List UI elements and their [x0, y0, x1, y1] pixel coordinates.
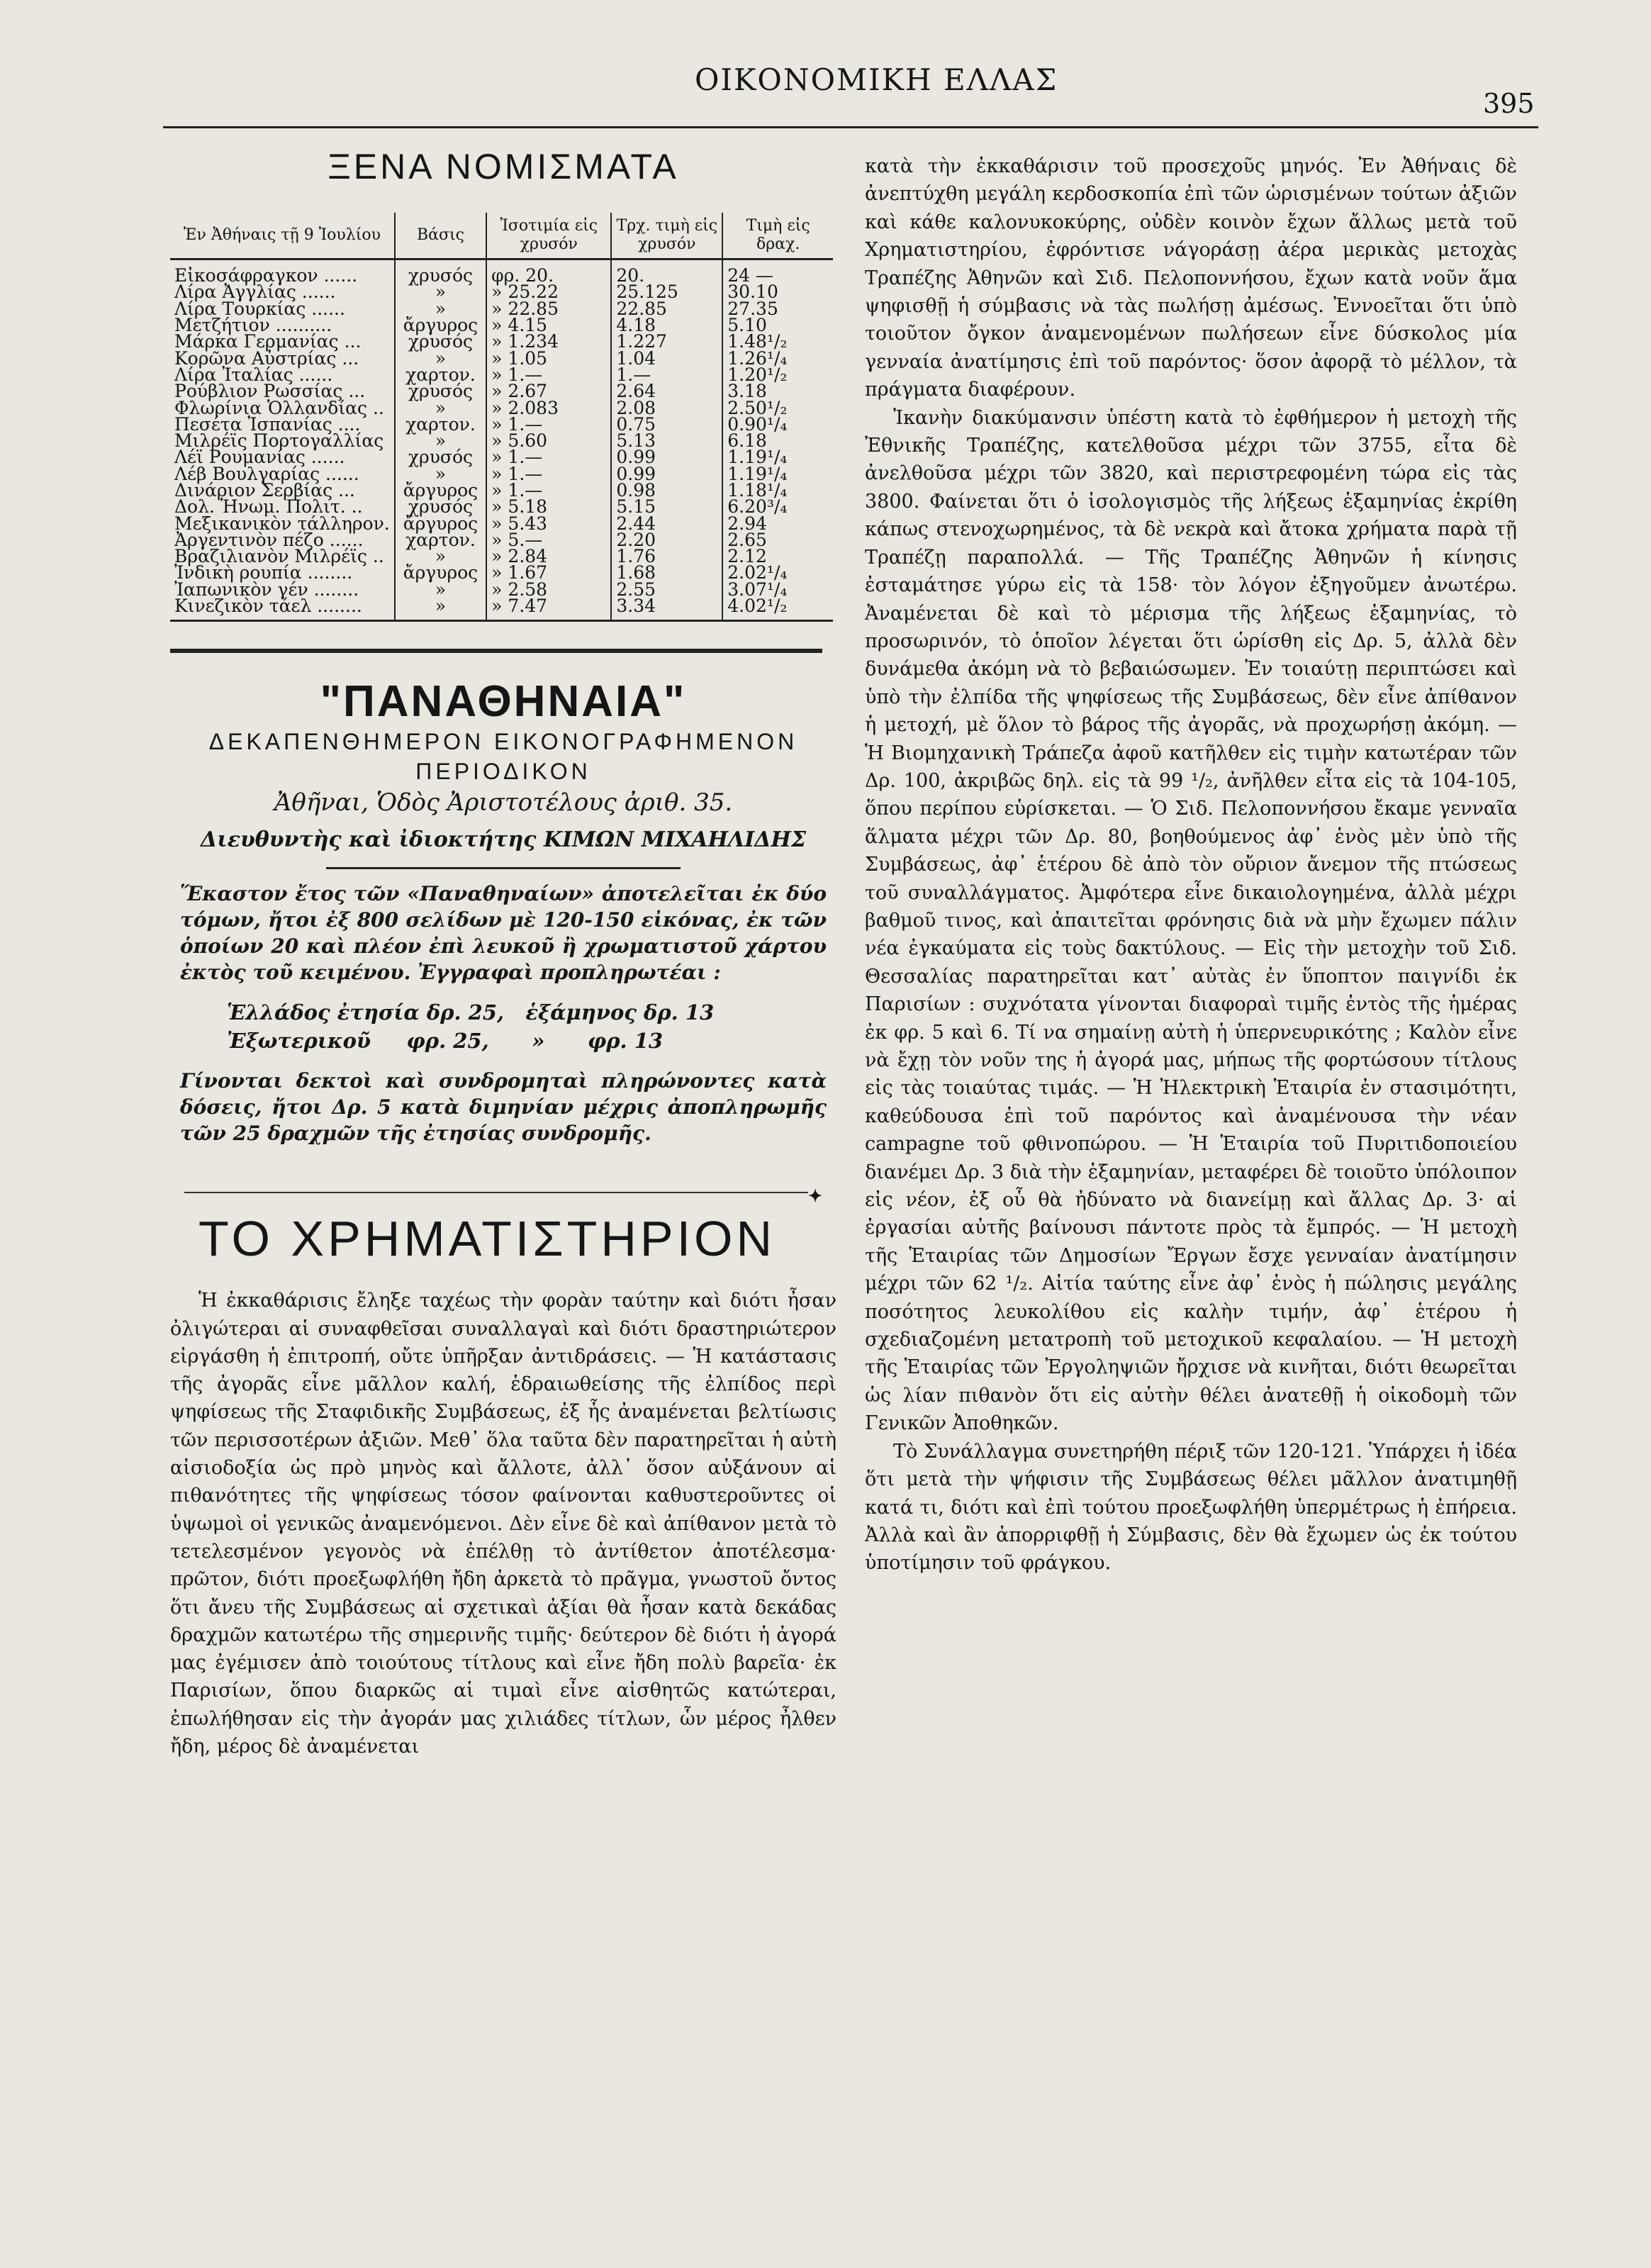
table-cell: » — [395, 432, 486, 449]
currency-table-body — [170, 259, 833, 621]
table-cell: 6.20³/₄ — [722, 498, 833, 515]
table-cell: χρυσός — [395, 333, 486, 350]
table-cell: 2.64 — [611, 383, 722, 399]
column-header: Τιμὴ εἰς δραχ. — [722, 213, 833, 259]
panathinaia-subtitle: ΔΕΚΑΠΕΝΘΗΜΕΡΟΝ ΕΙΚΟΝΟΓΡΑΦΗΜΕΝΟΝ ΠΕΡΙΟΔΙΚΟΝ — [208, 729, 798, 785]
table-cell: 1.04 — [611, 350, 722, 366]
table-cell: Μεξικανικὸν τάλληρον. — [174, 513, 390, 534]
right-column — [865, 152, 1517, 1577]
currencies-title: ΞΕΝΑ ΝΟΜΙΣΜΑΤΑ — [328, 147, 679, 186]
table-row — [170, 598, 833, 621]
table-cell: » 22.85 — [486, 301, 611, 317]
table-cell: 3.34 — [611, 598, 722, 621]
table-cell: 0.98 — [611, 482, 722, 498]
table-row — [170, 498, 833, 515]
table-cell: » 1.67 — [486, 564, 611, 581]
section-divider — [170, 1185, 836, 1207]
table-cell: ἄργυρος — [395, 317, 486, 333]
table-cell: χαρτον. — [395, 532, 486, 548]
column-header: Βάσις — [395, 213, 486, 259]
panathinaia-address: Ἀθῆναι, Ὁδὸς Ἀριστοτέλους ἀριθ. 35. — [274, 788, 733, 817]
table-row — [170, 259, 833, 284]
table-cell: χαρτον. — [395, 416, 486, 432]
section-rule — [170, 649, 822, 653]
running-title: ΟΙΚΟΝΟΜΙΚΗ ΕΛΛΑΣ — [695, 62, 1058, 97]
header-rule — [163, 126, 1538, 128]
column-header: Ἐν Ἀθήναις τῇ 9 Ἰουλίου — [170, 213, 395, 259]
table-cell: » — [395, 350, 486, 366]
table-cell: ἄργυρος — [395, 515, 486, 531]
table-cell: Πεσέτα Ἰσπανίας .... — [174, 413, 361, 435]
table-cell: » 2.083 — [486, 399, 611, 415]
divider-line — [184, 1192, 808, 1193]
table-cell: ἄργυρος — [395, 482, 486, 498]
table-cell: Ρούβλιον Ρωσσίας ... — [174, 381, 366, 402]
paragraph: Ἰκανὴν διακύμανσιν ὑπέστη κατὰ τὸ ἐφθήμερον ἡ μετοχὴ τῆς Ἐθνικῆς Τραπέζης, κατελθοῦσα μέχρι τῶν 3755, εἶτα δὲ ἀνελθοῦσα μέχρι τῶν 3820, καὶ περιστρεφομένη τώρα εἰς τὰς 3800. Φαίνεται ὅτι ὁ ἰσολογισμὸς τῆς λήξεως ἑξαμηνίας ἐκρίθη κάπως στενοχωρημένος, τὰ δὲ νεκρὰ καὶ ἄτοκα χρήματα παρὰ τῇ Τραπέζῃ παραπολλά. — Τῆς Τραπέζης Ἀθηνῶν ἡ κίνησις ἐσταμάτησε γύρω εἰς τὰ 158· τὸν λόγον ἐξηγοῦμεν ἀνωτέρω. Ἀναμένεται δὲ καὶ τὸ μέρισμα τῆς λήξεως ἑξαμηνίας, τὸ προσωρινόν, τὸ ὁποῖον λέγεται ὅτι ὡρίσθη εἰς Δρ. 5, ἀλλὰ δὲν δυνάμεθα ἀκόμη νὰ τὸ βεβαιώσωμεν. Ἐν τοιαύτῃ περιπτώσει καὶ ὑπὸ τὴν ἐλπίδα τῆς ψηφίσεως τῆς Συμβάσεως, δὲν εἶνε ἀπίθανον ἡ μετοχή, μὲ ὅλον τὸ βάρος τῆς ἀγορᾶς, νὰ προχωρήσῃ ἀκόμη. — Ἡ Βιομηχανικὴ Τράπεζα ἀφοῦ κατῆλθεν εἰς τιμὴν κατωτέραν τῶν Δρ. 100, ἀκριβῶς δηλ. εἰς τὰ 99 ¹/₂, ἀνῆλθεν εἶτα εἰς τὰ 104-105, ὅπου περίπου εὑρίσκεται. — Ὁ Σιδ. Πελοποννήσου ἔκαμε γενναῖα ἅλματα μέχρι τῶν Δρ. 80, βοηθούμενος ἀφ᾽ ἑνὸς μὲν ὑπὸ τῆς Συμβάσεως, ἀφ᾽ ἑτέρου δὲ ἀπὸ τὸν οὔριον ἄνεμον τῆς πτώσεως τοῦ συναλλάγματος. Ἀμφότερα εἶνε δικαιολογημένα, ἀλλὰ μέχρι βαθμοῦ τινος, καὶ ἀπαιτεῖται φρόνησις διὰ νὰ μὴν ἔχωμεν πάλιν νέα ἐγκαύματα εἰς τοὺς δακτύλους. — Εἰς τὴν μετοχὴν τοῦ Σιδ. Θεσσαλίας παρατηρεῖται κατ᾽ αὐτὰς ἐν ὕποπτον παιγνίδι ἐκ Παρισίων : συχνότατα γίνονται διαφοραὶ τιμῆς ἐντὸς τῆς ἡμέρας ἐκ φρ. 5 καὶ 6. Τί να σημαίνῃ αὐτὴ ἡ ὑπερνευρικότης ; Καλὸν εἶνε νὰ ἔχῃ τὸν νοῦν της ἡ ἀγορά μας, μήπως τῆς φορτώσουν τίτλους εἰς τὰς τοιαύτας τιμάς. — Ἡ Ἠλεκτρικὴ Ἑταιρία ἐν στασιμότητι, καθεύδουσα ἐπὶ τοῦ παρόντος καὶ ἀναμένουσα τὴν νέαν campagne τοῦ φθινοπώρου. — Ἡ Ἑταιρία τοῦ Πυριτιδοποιείου διανέμει Δρ. 3 διὰ τὴν ἑξαμηνίαν, μεταφέρει δὲ τοιοῦτο ὑπόλοιπον εἰς νέον, ἐξ οὗ θὰ ἠδύνατο νὰ διανείμῃ καὶ ἄλλας Δρ. 3· αἱ ἐργασίαι αὐτῆς βαίνουσι πάντοτε πρὸς τὰ ἔμπρός. — Ἡ μετοχὴ τῆς Ἑταιρίας τῶν Δημοσίων Ἔργων ἔσχε γενναίαν ἀνατίμησιν μέχρι τῶν 62 ¹/₂. Αἰτία ταύτης εἶνε ἀφ᾽ ἑνὸς ἡ πώλησις μεγάλης ποσότητος λευκολίθου εἰς καλὴν τιμήν, ἀφ᾽ ἑτέρου ἡ σχεδιαζομένη μετατροπὴ τοῦ μετοχικοῦ κεφαλαίου. — Ἡ μετοχὴ τῆς Ἑταιρίας τῶν Ἐργοληψιῶν ἤρχισε νὰ κινῆται, διότι θεωρεῖται ὡς λίαν πιθανὸν ὅτι εἰς αὐτὴν θέλει ἀνατεθῇ ἡ οἰκοδομὴ τῶν Γενικῶν Ἀποθηκῶν. — [865, 406, 1517, 1435]
panathinaia-title: "ΠΑΝΑΘΗΝΑΙΑ" — [320, 677, 687, 727]
table-cell: » — [395, 581, 486, 598]
table-cell: 1.26¹/₄ — [722, 350, 833, 366]
table-cell: 27.35 — [722, 301, 833, 317]
panathinaia-rule — [326, 867, 681, 869]
table-cell: » 1.— — [486, 416, 611, 432]
table-cell: » 4.15 — [486, 317, 611, 333]
table-cell: 1.48¹/₂ — [722, 333, 833, 350]
table-cell: χρυσός — [395, 449, 486, 465]
table-cell: φρ. 20. — [486, 259, 611, 284]
table-cell: Μάρκα Γερμανίας ... — [174, 331, 362, 352]
table-cell: » 1.05 — [486, 350, 611, 366]
table-cell: 5.13 — [611, 432, 722, 449]
table-cell: 2.08 — [611, 399, 722, 415]
table-cell: » 2.84 — [486, 548, 611, 564]
table-cell: 0.99 — [611, 466, 722, 482]
table-cell: 1.19¹/₄ — [722, 466, 833, 482]
column-header: Ἰσοτιμία εἰς χρυσόν — [486, 213, 611, 259]
table-cell: 1.227 — [611, 333, 722, 350]
table-cell: 2.55 — [611, 581, 722, 598]
left-column — [170, 142, 836, 1760]
table-cell: Λέβ Βουλγαρίας ...... — [174, 463, 359, 484]
panathinaia-director: Διευθυντὴς καὶ ἰδιοκτήτης ΚΙΜΩΝ ΜΙΧΑΗΛΙΔΗΣ — [200, 827, 807, 853]
table-cell: » 5.18 — [486, 498, 611, 515]
paragraph: Ἡ ἐκκαθάρισις ἔληξε ταχέως τὴν φορὰν ταύτην καὶ διότι ἦσαν ὀλιγώτεραι αἱ συναφθεῖσαι συναλλαγαὶ καὶ διότι δραστηριώτερον εἰργάσθη ἡ ἐπιτροπή, οὔτε ὑπῆρξαν ἀντιδράσεις. — Ἡ κατάστασις τῆς ἀγορᾶς εἶνε μᾶλλον καλή, ἑδραιωθείσης τῆς ἐλπίδος περὶ ψηφίσεως τῆς Σταφιδικῆς Συμβάσεως, ἐξ ἧς ἀναμένεται βελτίωσις τῶν περισσοτέρων ἀξιῶν. Μεθ᾽ ὅλα ταῦτα δὲν παρατηρεῖται ἡ αὐτὴ αἰσιοδοξία ὡς πρὸ μηνὸς καὶ ἄλλοτε, ἀλλ᾽ ὅσον αὐξάνουν αἱ πιθανότητες τῆς ψηφίσεως τόσον φαίνονται καθυστεροῦντες οἱ ὑψωμοὶ οἱ γενικῶς ἀναμενόμενοι. Δὲν εἶνε δὲ καὶ ἀπίθανον μετὰ τὸ τετελεσμένον γεγονὸς νὰ ἐπέλθῃ τὸ ἀντίθετον ἀποτέλεσμα· πρῶτον, διότι προεξωφλήθη ἤδη ἀρκετὰ τὸ πρᾶγμα, γνωστοῦ ὄντος ὅτι ἄνευ τῆς Συμβάσεως αἱ σχετικαὶ ἀξίαι θὰ ἦσαν κατὰ δεκάδας δραχμῶν κατωτέρω τῆς σημερινῆς τιμῆς· δεύτερον δὲ διότι ἡ ἀγορά μας ἐγέμισεν ἀπὸ τοιούτους τίτλους καὶ εἶνε ἤδη πολὺ βαρεῖα· ἐκ Παρισίων, ὅπου διαρκῶς αἱ τιμαὶ εἶνε αἰσθητῶς κατώτεραι, ἐπωλήθησαν εἰς τὴν ἀγοράν μας χιλιάδες τίτλων, ὧν μέρος ἦλθεν ἤδη, μέρος δὲ ἀναμένεται — [170, 1290, 836, 1758]
paragraph: κατὰ τὴν ἐκκαθάρισιν τοῦ προσεχοῦς μηνός. Ἐν Ἀθήναις δὲ ἀνεπτύχθη μεγάλη κερδοσκοπία ἐπὶ τῶν ὡρισμένων τούτων ἀξιῶν καὶ κάθε καλονυκοκύρης, οὐδὲν κοινὸν ἔχων ἄλλως μετὰ τοῦ Χρηματιστηρίου, ἐφρόντισε νάγοράσῃ ἀέρα μερικὰς μετοχὰς Τραπέζης Ἀθηνῶν καὶ Σιδ. Πελοποννήσου, ἔχων κατὰ νοῦν ἅμα ψηφισθῇ ἡ σύμβασις νὰ τὰς πωλήσῃ ἀμέσως. Ἐννοεῖται ὅτι ὑπὸ τοιοῦτον ὄγκον ἀναμενομένων πωλήσεων εἶνε δύσκολος μία γενναία ἀνατίμησις ἐπὶ τοῦ παρόντος· ὅσον ἀφορᾷ τὸ μέλλον, τὰ πράγματα διαφέρουν. — [865, 155, 1517, 401]
table-cell: Εἰκοσάφραγκον ...... — [174, 265, 358, 286]
table-cell: Ἰαπωνικὸν γέν ........ — [174, 579, 359, 600]
table-cell: 24 — — [722, 259, 833, 284]
table-cell: 1.20¹/₂ — [722, 367, 833, 383]
table-cell: 1.18¹/₄ — [722, 482, 833, 498]
page-number: 395 — [1483, 88, 1535, 119]
table-cell: » 1.— — [486, 449, 611, 465]
market-right-text — [865, 152, 1517, 1577]
table-cell: 4.18 — [611, 317, 722, 333]
table-cell: 0.75 — [611, 416, 722, 432]
table-cell: Κορῶνα Αὐστρίας ... — [174, 347, 359, 369]
table-cell: Ἰνδικὴ ρουπία ........ — [174, 562, 353, 583]
table-cell: Λέϊ Ρουμανίας ...... — [174, 447, 345, 468]
panathinaia-description: Ἕκαστον ἔτος τῶν «Παναθηναίων» ἀποτελεῖται ἐκ δύο τόμων, ἤτοι ἐξ 800 σελίδων μὲ 120-150 εἰκόνας, ἐκ τῶν ὁποίων 20 καὶ πλέον ἐπὶ λευκοῦ ἢ χρωματιστοῦ χάρτου ἐκτὸς τοῦ κειμένου. Ἐγγραφαὶ προπληρωτέαι : — [180, 882, 827, 985]
table-cell: » — [395, 598, 486, 621]
price-domestic: Ἑλλάδος ἐτησία δρ. 25, ἑξάμηνος δρ. 13 — [227, 1000, 715, 1025]
table-cell: 2.65 — [722, 532, 833, 548]
table-cell: Λίρα Ἰταλίας ...... — [174, 364, 333, 385]
table-cell: Λίρα Τουρκίας ...... — [174, 298, 345, 319]
table-row — [170, 383, 833, 399]
table-cell: 3.07¹/₄ — [722, 581, 833, 598]
table-cell: » — [395, 284, 486, 300]
table-cell: 0.99 — [611, 449, 722, 465]
table-cell: 1.68 — [611, 564, 722, 581]
table-header-row — [170, 213, 833, 259]
table-cell: 2.12 — [722, 548, 833, 564]
table-cell: » 2.67 — [486, 383, 611, 399]
table-cell: χρυσός — [395, 259, 486, 284]
table-cell: » — [395, 466, 486, 482]
table-cell: 1.19¹/₄ — [722, 449, 833, 465]
table-cell: Ἀργεντινὸν πέζο ...... — [174, 529, 364, 550]
table-cell: 6.18 — [722, 432, 833, 449]
table-cell: 2.94 — [722, 515, 833, 531]
paragraph: Τὸ Συνάλλαγμα συνετηρήθη πέριξ τῶν 120-121. Ὑπάρχει ἡ ἰδέα ὅτι μετὰ τὴν ψήφισιν τῆς Συμβάσεως θέλει μᾶλλον ἀνατιμηθῇ κατά τι, διότι καὶ ἐπὶ τούτου προεξωφλήθη ὑπερμέτρως ἡ ἐπήρεια. Ἀλλὰ καὶ ἂν ἀπορριφθῇ ἡ Σύμβασις, δὲν θὰ ἔχωμεν ὡς ἐκ τούτου ὑποτίμησιν τοῦ φράγκου. — [865, 1440, 1517, 1575]
table-cell: » 1.— — [486, 482, 611, 498]
table-cell: Λίρα Ἀγγλίας ...... — [174, 281, 336, 303]
table-cell: Φλωρίνια Ὁλλανδίας .. — [174, 397, 384, 418]
panathinaia-prices — [170, 998, 836, 1055]
table-cell: » 2.58 — [486, 581, 611, 598]
table-cell: Μιλρέϊς Πορτογαλλίας — [174, 430, 384, 452]
table-cell: Κινεζικὸν τάελ ........ — [170, 598, 395, 621]
table-cell: 22.85 — [611, 301, 722, 317]
table-cell: » 7.47 — [486, 598, 611, 621]
table-cell: 20. — [611, 259, 722, 284]
price-foreign: Ἐξωτερικοῦ φρ. 25, » φρ. 13 — [227, 1029, 664, 1054]
table-cell: » 25.22 — [486, 284, 611, 300]
table-cell: 4.02¹/₂ — [722, 598, 833, 621]
divider-ornament: ✦ — [807, 1185, 823, 1207]
table-cell: » — [395, 399, 486, 415]
table-cell: 2.50¹/₂ — [722, 399, 833, 415]
table-cell: χρυσός — [395, 383, 486, 399]
table-cell: Δολ. Ἡνωμ. Πολιτ. .. — [174, 496, 363, 518]
table-cell: 30.10 — [722, 284, 833, 300]
table-cell: 5.10 — [722, 317, 833, 333]
table-cell: 2.02¹/₄ — [722, 564, 833, 581]
table-cell: 25.125 — [611, 284, 722, 300]
currency-table — [170, 213, 833, 622]
table-cell: Μετζήτιον .......... — [174, 315, 332, 336]
table-cell: Βραζιλιανὸν Μιλρέϊς .. — [174, 546, 384, 567]
table-cell: » — [395, 301, 486, 317]
table-cell: » 1.234 — [486, 333, 611, 350]
panathinaia-footer: Γίνονται δεκτοὶ καὶ συνδρομηταὶ πληρώνοντες κατὰ δόσεις, ἤτοι Δρ. 5 κατὰ διμηνίαν μέχρις ἀποπληρωμῆς τῶν 25 δραχμῶν τῆς ἐτησίας συνδρομῆς. — [180, 1069, 827, 1146]
table-cell: » 5.43 — [486, 515, 611, 531]
table-cell: 2.20 — [611, 532, 722, 548]
table-cell: Δινάριον Σερβίας ... — [174, 480, 355, 501]
table-cell: 2.44 — [611, 515, 722, 531]
table-cell: χαρτον. — [395, 367, 486, 383]
column-header: Τρχ. τιμὴ εἰς χρυσόν — [611, 213, 722, 259]
table-cell: » 1.— — [486, 367, 611, 383]
market-left-text — [170, 1287, 836, 1760]
table-cell: ἄργυρος — [395, 564, 486, 581]
market-title: ΤΟ ΧΡΗΜΑΤΙΣΤΗΡΙΟΝ — [198, 1211, 776, 1267]
table-cell: 0.90¹/₄ — [722, 416, 833, 432]
table-cell: » 5.60 — [486, 432, 611, 449]
table-cell: » 1.— — [486, 466, 611, 482]
table-cell: » 5.— — [486, 532, 611, 548]
table-cell: χρυσός — [395, 498, 486, 515]
table-cell: 1.— — [611, 367, 722, 383]
table-cell: 1.76 — [611, 548, 722, 564]
table-cell: » — [395, 548, 486, 564]
table-row — [170, 333, 833, 350]
table-cell: 3.18 — [722, 383, 833, 399]
table-cell: 5.15 — [611, 498, 722, 515]
